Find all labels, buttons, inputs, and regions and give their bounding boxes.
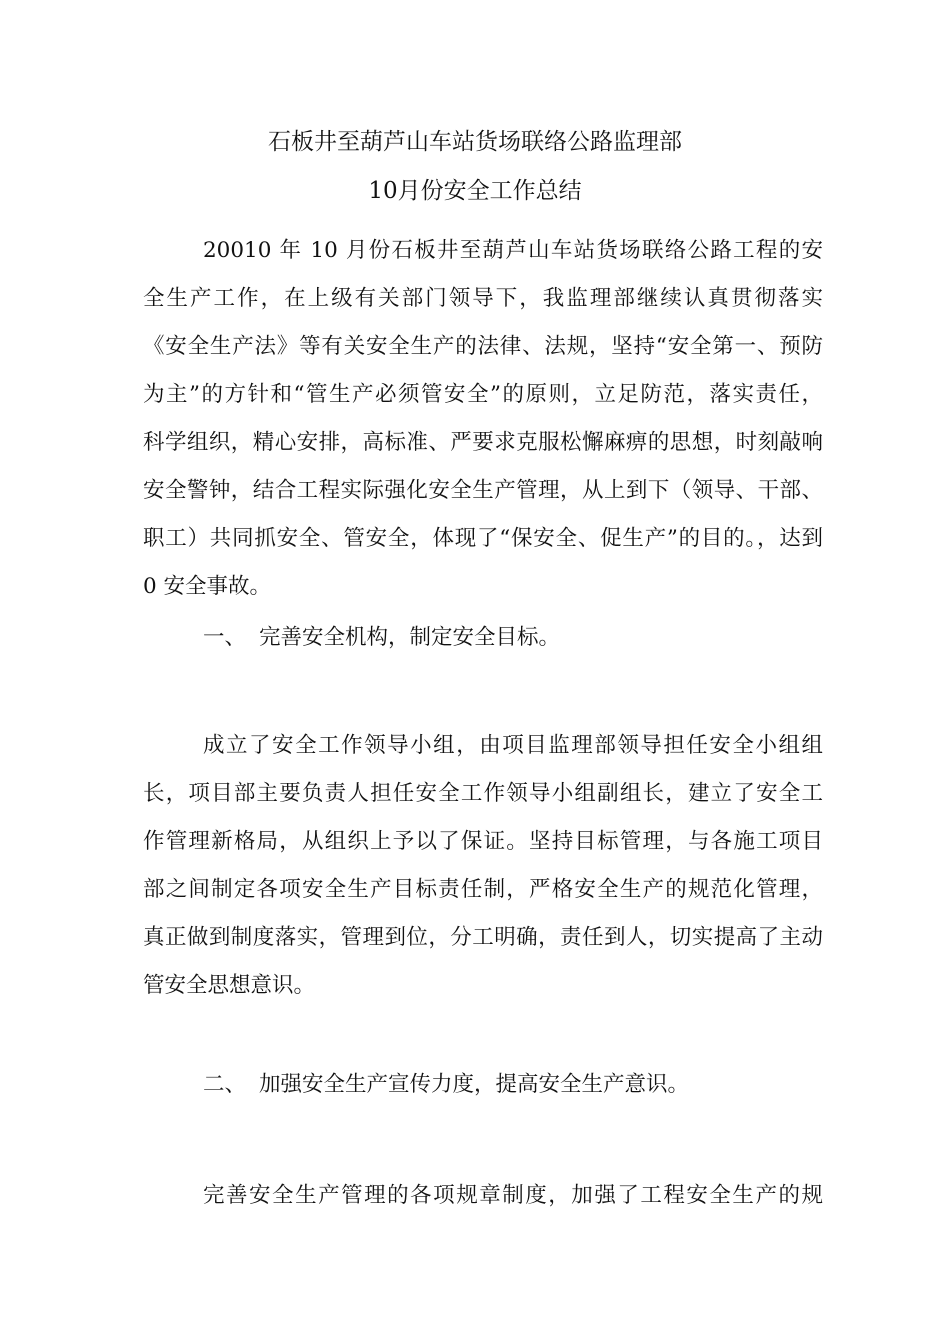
paragraph-line: 部之间制定各项安全生产目标责任制，严格安全生产的规范化管理， <box>143 877 823 902</box>
paragraph-line: 真正做到制度落实，管理到位，分工明确，责任到人，切实提高了主动 <box>143 925 823 950</box>
section-number: 一、 <box>203 625 247 650</box>
document-title: 石板井至葫芦山车站货场联络公路监理部 <box>268 129 682 155</box>
paragraph-line: 20010 年 10 月份石板井至葫芦山车站货场联络公路工程的安 <box>203 238 823 263</box>
paragraph-line: 长，项目部主要负责人担任安全工作领导小组副组长，建立了安全工 <box>143 781 823 806</box>
document-subtitle: 10月份安全工作总结 <box>368 178 582 204</box>
paragraph-line: 科学组织，精心安排，高标准、严要求克服松懈麻痹的思想，时刻敲响 <box>143 430 823 455</box>
paragraph-section1 <box>143 722 823 1010</box>
paragraph-line: 《安全生产法》等有关安全生产的法律、法规，坚持“安全第一、预防 <box>143 334 823 359</box>
paragraph-section2 <box>143 1172 823 1220</box>
section-heading-2 <box>203 1070 689 1100</box>
paragraph-line: 安全警钟，结合工程实际强化安全生产管理，从上到下（领导、干部、 <box>143 478 823 503</box>
paragraph-line: 为主”的方针和“管生产必须管安全”的原则，立足防范，落实责任， <box>143 382 823 407</box>
section-heading-text: 加强安全生产宣传力度，提高安全生产意识。 <box>259 1072 690 1097</box>
section-number: 二、 <box>203 1072 247 1097</box>
paragraph-line: 作管理新格局，从组织上予以了保证。坚持目标管理，与各施工项目 <box>143 829 823 854</box>
paragraph-line: 职工）共同抓安全、管安全，体现了“保安全、促生产”的目的。，达到 <box>143 526 823 551</box>
paragraph-intro <box>143 227 823 611</box>
paragraph-line: 0 安全事故。 <box>143 574 272 599</box>
paragraph-line: 全生产工作，在上级有关部门领导下，我监理部继续认真贯彻落实 <box>143 286 823 311</box>
section-heading-1 <box>203 623 560 653</box>
paragraph-line: 完善安全生产管理的各项规章制度，加强了工程安全生产的规 <box>203 1183 823 1208</box>
section-heading-text: 完善安全机构，制定安全目标。 <box>259 625 561 650</box>
paragraph-line: 成立了安全工作领导小组，由项目监理部领导担任安全小组组 <box>203 733 823 758</box>
paragraph-line: 管安全思想意识。 <box>143 973 316 998</box>
